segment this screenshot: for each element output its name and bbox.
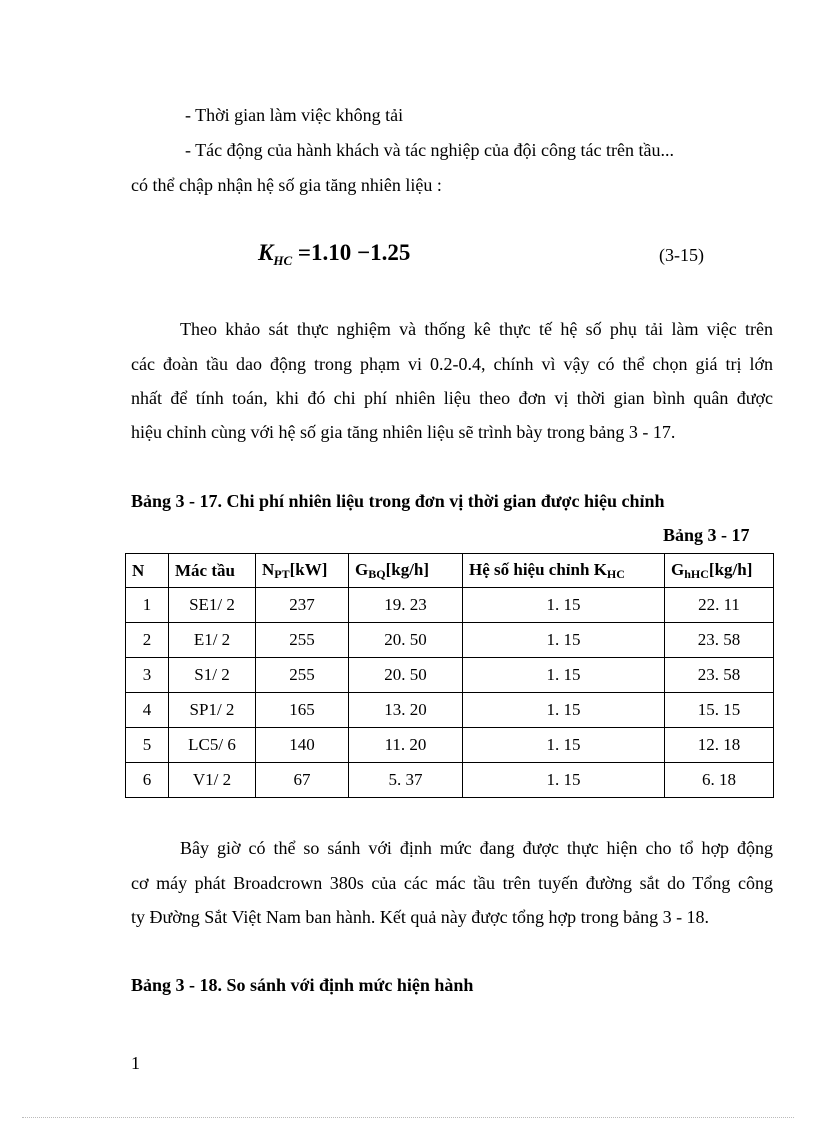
table-row bbox=[126, 588, 774, 623]
cell-khc: 1. 15 bbox=[463, 693, 665, 728]
table-caption: Bảng 3 - 17. Chi phí nhiên liệu trong đơn vị thời gian được hiệu chỉnh bbox=[131, 491, 665, 511]
cell-ghc: 22. 11 bbox=[665, 588, 774, 623]
cell-npt: 140 bbox=[256, 728, 349, 763]
table-row bbox=[126, 658, 774, 693]
conclusion-line: có thể chập nhận hệ số gia tăng nhiên liệu : bbox=[131, 175, 442, 195]
cell-npt: 165 bbox=[256, 693, 349, 728]
table-row bbox=[126, 693, 774, 728]
cell-khc: 1. 15 bbox=[463, 728, 665, 763]
paragraph2-line-1: Theo khảo sát thực nghiệm và thống kê thực tế hệ số phụ tải làm việc trên bbox=[180, 319, 773, 339]
page-number: 1 bbox=[131, 1053, 140, 1073]
cell-npt: 255 bbox=[256, 658, 349, 693]
cell-gbq: 11. 20 bbox=[349, 728, 463, 763]
cell-khc: 1. 15 bbox=[463, 588, 665, 623]
cell-mac-tau: E1/ 2 bbox=[169, 623, 256, 658]
cell-khc: 1. 15 bbox=[463, 658, 665, 693]
header-ghc: $G_{hHC}[kg/h]$ bbox=[665, 554, 774, 588]
cell-gbq: 20. 50 bbox=[349, 623, 463, 658]
cell-n: 6 bbox=[126, 763, 169, 798]
cell-mac-tau: LC5/ 6 bbox=[169, 728, 256, 763]
table-label: Bảng 3 - 17 bbox=[663, 525, 750, 545]
table2-caption: Bảng 3 - 18. So sánh với định mức hiện hành bbox=[131, 975, 474, 995]
bullet-line-1: - Thời gian làm việc không tải bbox=[185, 105, 404, 125]
table-row bbox=[126, 763, 774, 798]
page-bottom-rule bbox=[22, 1117, 794, 1118]
cell-ghc: 23. 58 bbox=[665, 623, 774, 658]
paragraph3-line-2: cơ máy phát Broadcrown 380s của các mác tầu trên tuyến đường sắt do Tổng công bbox=[131, 873, 773, 893]
header-mac-tau: Mác tầu bbox=[169, 554, 256, 588]
cell-n: 4 bbox=[126, 693, 169, 728]
header-n: N bbox=[126, 554, 169, 588]
cell-npt: 237 bbox=[256, 588, 349, 623]
cell-mac-tau: S1/ 2 bbox=[169, 658, 256, 693]
cell-ghc: 15. 15 bbox=[665, 693, 774, 728]
cell-ghc: 23. 58 bbox=[665, 658, 774, 693]
cell-n: 2 bbox=[126, 623, 169, 658]
header-npt: $N_{PT}[kW]$ bbox=[256, 554, 349, 588]
bullet-line-2: - Tác động của hành khách và tác nghiệp của đội công tác trên tầu... bbox=[185, 140, 674, 160]
cell-ghc: 12. 18 bbox=[665, 728, 774, 763]
formula-symbol: K bbox=[258, 240, 274, 265]
cell-n: 3 bbox=[126, 658, 169, 693]
formula-khc bbox=[258, 238, 410, 276]
cell-n: 1 bbox=[126, 588, 169, 623]
cell-khc: 1. 15 bbox=[463, 623, 665, 658]
cell-gbq: 13. 20 bbox=[349, 693, 463, 728]
paragraph3-line-1: Bây giờ có thể so sánh với định mức đang được thực hiện cho tổ hợp động bbox=[180, 838, 773, 858]
table-header-row bbox=[126, 554, 774, 588]
equation-number: (3-15) bbox=[659, 245, 704, 265]
cell-gbq: 5. 37 bbox=[349, 763, 463, 798]
cell-mac-tau: SE1/ 2 bbox=[169, 588, 256, 623]
cell-npt: 255 bbox=[256, 623, 349, 658]
table-row bbox=[126, 623, 774, 658]
header-gbq: $G_{BQ}[kg/h]$ bbox=[349, 554, 463, 588]
fuel-cost-table bbox=[125, 553, 774, 798]
paragraph3-line-3: ty Đường Sắt Việt Nam ban hành. Kết quả này được tổng hợp trong bảng 3 - 18. bbox=[131, 907, 710, 927]
cell-khc: 1. 15 bbox=[463, 763, 665, 798]
cell-mac-tau: V1/ 2 bbox=[169, 763, 256, 798]
cell-npt: 67 bbox=[256, 763, 349, 798]
formula-expression: =1.10 −1.25 bbox=[297, 240, 411, 265]
formula-subscript: HC bbox=[273, 253, 293, 268]
cell-gbq: 20. 50 bbox=[349, 658, 463, 693]
cell-n: 5 bbox=[126, 728, 169, 763]
paragraph2-line-3: nhất để tính toán, khi đó chi phí nhiên liệu theo đơn vị thời gian bình quân được bbox=[131, 388, 773, 408]
cell-ghc: 6. 18 bbox=[665, 763, 774, 798]
table-row bbox=[126, 728, 774, 763]
header-khc: Hệ số hiệu chỉnh $K_{HC}$ bbox=[463, 554, 665, 588]
cell-gbq: 19. 23 bbox=[349, 588, 463, 623]
paragraph2-line-4: hiệu chỉnh cùng với hệ số gia tăng nhiên liệu sẽ trình bày trong bảng 3 - 17. bbox=[131, 422, 676, 442]
paragraph2-line-2: các đoàn tầu dao động trong phạm vi 0.2-0.4, chính vì vậy có thể chọn giá trị lớn bbox=[131, 354, 773, 374]
cell-mac-tau: SP1/ 2 bbox=[169, 693, 256, 728]
